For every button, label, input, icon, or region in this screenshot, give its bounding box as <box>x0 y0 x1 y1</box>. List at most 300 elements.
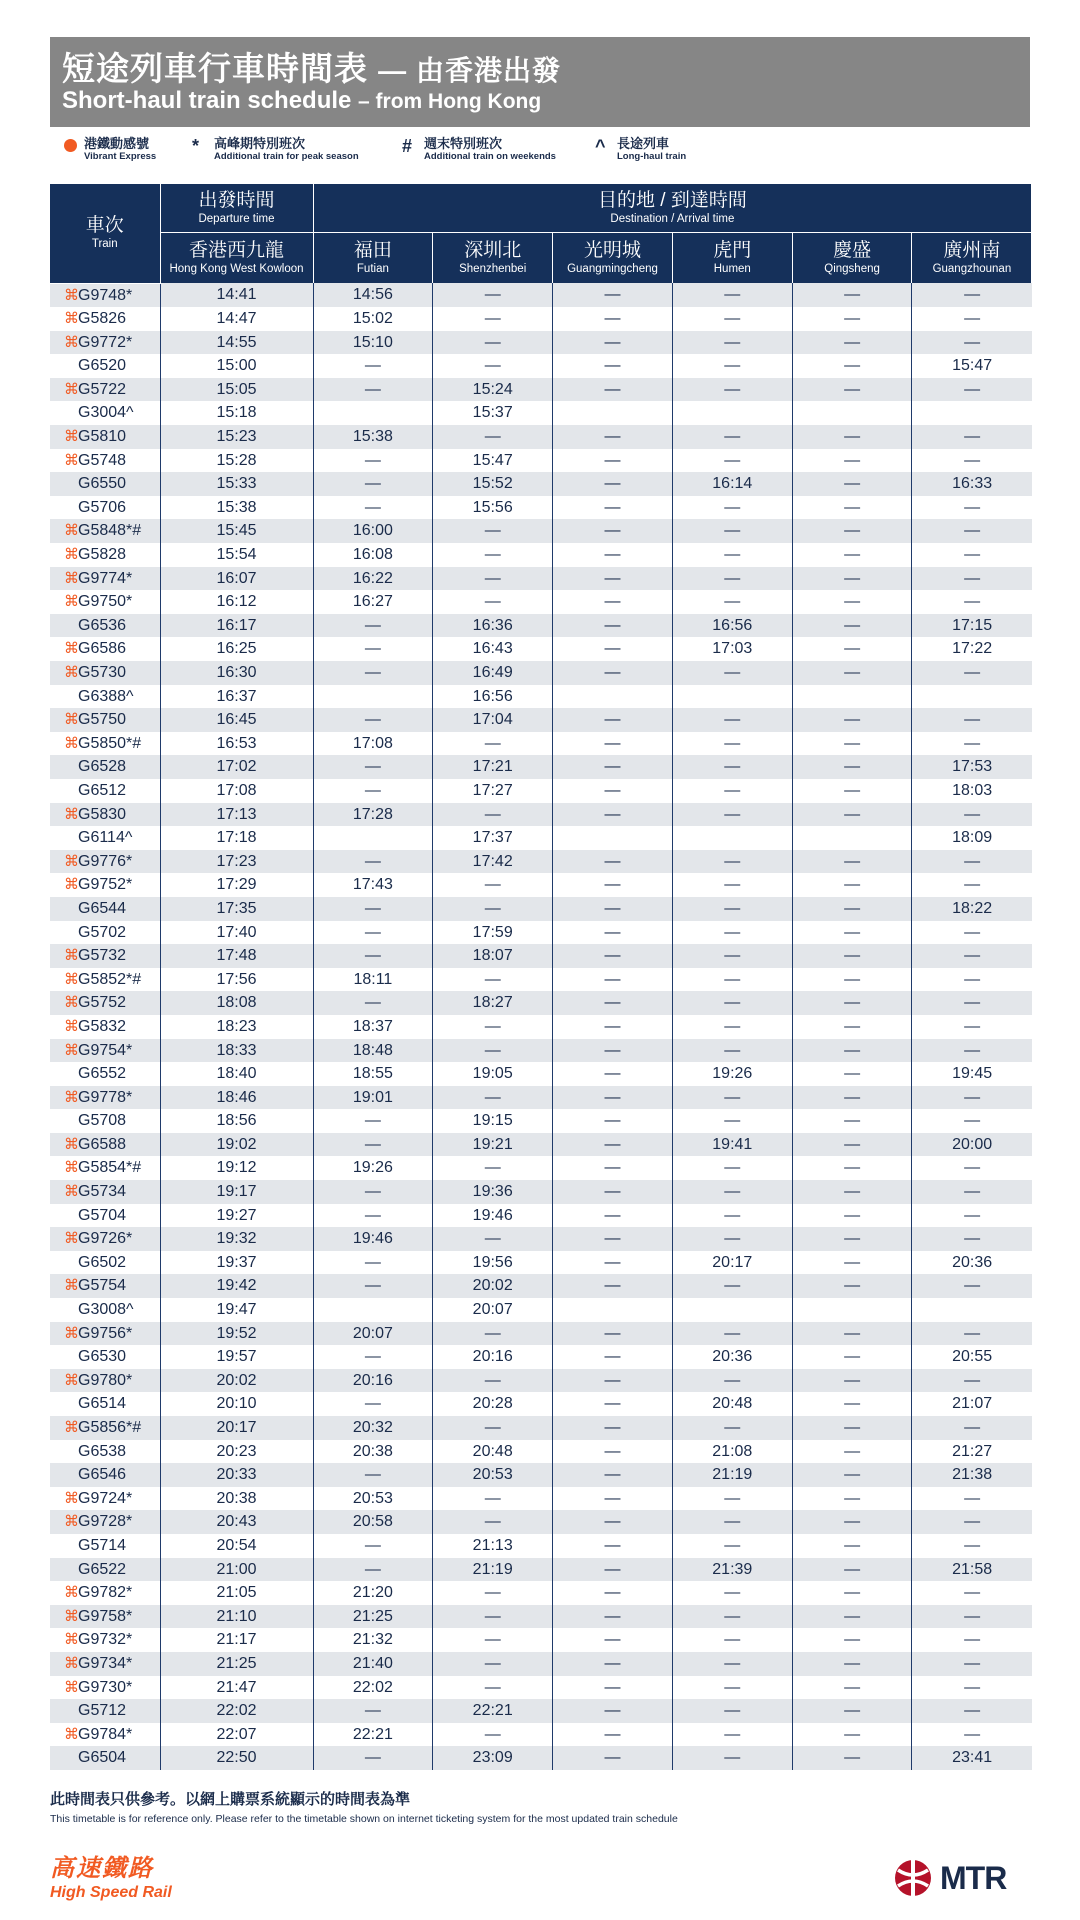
arrival-time-cell: — <box>792 1676 912 1700</box>
arrival-time-cell: — <box>672 1204 792 1228</box>
table-row <box>50 449 1032 473</box>
arrival-time-cell: 21:08 <box>672 1440 792 1464</box>
table-row <box>50 1015 1032 1039</box>
train-number-cell <box>50 1156 160 1180</box>
arrival-time-cell: 19:36 <box>433 1180 553 1204</box>
arrival-time-cell: — <box>553 1156 673 1180</box>
arrival-time-cell: — <box>313 1133 433 1157</box>
table-row <box>50 401 1032 425</box>
arrival-time-cell: — <box>313 496 433 520</box>
train-number-cell <box>50 1392 160 1416</box>
departure-time-cell: 19:17 <box>160 1180 313 1204</box>
departure-time-cell: 15:45 <box>160 519 313 543</box>
train-number: G6546 <box>78 1466 127 1484</box>
arrival-time-cell: — <box>912 1581 1032 1605</box>
arrival-time-cell: — <box>313 354 433 378</box>
arrival-time-cell: — <box>553 944 673 968</box>
departure-time-cell: 16:25 <box>160 637 313 661</box>
table-row <box>50 567 1032 591</box>
hash-icon: # <box>402 136 413 156</box>
train-number: G5856*# <box>78 1419 142 1436</box>
departure-time-cell: 18:23 <box>160 1015 313 1039</box>
table-row <box>50 1487 1032 1511</box>
arrival-time-cell: 20:55 <box>912 1345 1032 1369</box>
train-number: G5702 <box>78 923 127 941</box>
arrival-time-cell: — <box>792 873 912 897</box>
arrival-time-cell: 21:13 <box>433 1534 553 1558</box>
vibrant-express-icon: ⌘ <box>64 876 79 894</box>
arrival-time-cell: — <box>792 897 912 921</box>
departure-time-cell: 21:25 <box>160 1652 313 1676</box>
train-number-cell <box>50 708 160 732</box>
arrival-time-cell: 20:48 <box>433 1440 553 1464</box>
arrival-time-cell: — <box>553 1652 673 1676</box>
departure-time-cell: 17:35 <box>160 897 313 921</box>
arrival-time-cell: — <box>672 1581 792 1605</box>
arrival-time-cell: 16:08 <box>313 543 433 567</box>
vibrant-express-icon: ⌘ <box>64 310 79 328</box>
table-row <box>50 685 1032 709</box>
arrival-time-cell: — <box>433 803 553 827</box>
train-number-cell <box>50 519 160 543</box>
train-number-cell <box>50 921 160 945</box>
arrival-time-cell: — <box>792 732 912 756</box>
table-row <box>50 1227 1032 1251</box>
arrival-time-cell: — <box>672 1416 792 1440</box>
train-number: G5706 <box>78 498 127 516</box>
table-row <box>50 1345 1032 1369</box>
arrival-time-cell: — <box>553 779 673 803</box>
table-row <box>50 1463 1032 1487</box>
arrival-time-cell: — <box>672 779 792 803</box>
vibrant-express-icon: ⌘ <box>64 428 79 446</box>
arrival-time-cell: 22:21 <box>433 1699 553 1723</box>
table-row <box>50 378 1032 402</box>
arrival-time-cell: — <box>912 1322 1032 1346</box>
departure-time-cell: 14:47 <box>160 307 313 331</box>
arrival-time-cell: — <box>672 873 792 897</box>
arrival-time-cell: — <box>792 425 912 449</box>
arrival-time-cell: — <box>553 637 673 661</box>
arrival-time-cell: 20:38 <box>313 1440 433 1464</box>
arrival-time-cell: — <box>553 1227 673 1251</box>
arrival-time-cell: — <box>672 1156 792 1180</box>
train-number: G9752* <box>78 876 133 894</box>
train-number: G5850*# <box>78 734 142 752</box>
arrival-time-cell: — <box>672 1746 792 1770</box>
arrival-time-cell: — <box>792 968 912 992</box>
table-row <box>50 1605 1032 1629</box>
departure-time-cell: 19:12 <box>160 1156 313 1180</box>
table-row <box>50 283 1032 307</box>
table-row <box>50 991 1032 1015</box>
train-number-cell <box>50 331 160 355</box>
arrival-time-cell: 20:53 <box>433 1463 553 1487</box>
arrival-time-cell: — <box>313 921 433 945</box>
arrival-time-cell: — <box>912 449 1032 473</box>
departure-time-cell: 19:27 <box>160 1204 313 1228</box>
arrival-time-cell: 18:09 <box>912 826 1032 850</box>
arrival-time-cell: 16:27 <box>313 590 433 614</box>
arrival-time-cell: 16:43 <box>433 637 553 661</box>
train-number-cell <box>50 307 160 331</box>
train-number: G3004^ <box>78 404 134 422</box>
arrival-time-cell <box>313 1298 433 1322</box>
arrival-time-cell: — <box>553 1510 673 1534</box>
table-row <box>50 1204 1032 1228</box>
table-row <box>50 826 1032 850</box>
train-number-cell <box>50 897 160 921</box>
arrival-time-cell: 20:36 <box>912 1251 1032 1275</box>
arrival-time-cell: — <box>792 449 912 473</box>
arrival-time-cell: 17:43 <box>313 873 433 897</box>
arrival-time-cell: — <box>672 803 792 827</box>
vibrant-express-icon: ⌘ <box>64 1277 79 1295</box>
train-number: G9734* <box>78 1654 133 1672</box>
arrival-time-cell: — <box>433 425 553 449</box>
train-number-cell <box>50 661 160 685</box>
departure-time-cell: 18:08 <box>160 991 313 1015</box>
arrival-time-cell: — <box>912 1628 1032 1652</box>
arrival-time-cell: — <box>553 1746 673 1770</box>
arrival-time-cell: — <box>672 708 792 732</box>
arrival-time-cell: — <box>672 1723 792 1747</box>
arrival-time-cell: — <box>792 1180 912 1204</box>
train-number: G9772* <box>78 333 133 351</box>
arrival-time-cell: — <box>912 1699 1032 1723</box>
departure-time-cell: 18:40 <box>160 1062 313 1086</box>
arrival-time-cell: — <box>792 331 912 355</box>
arrival-time-cell: 17:37 <box>433 826 553 850</box>
arrival-time-cell: 17:28 <box>313 803 433 827</box>
arrival-time-cell: — <box>912 732 1032 756</box>
train-number: G9730* <box>78 1678 133 1696</box>
train-number-cell <box>50 968 160 992</box>
arrival-time-cell: — <box>553 897 673 921</box>
arrival-time-cell: — <box>792 1204 912 1228</box>
vibrant-express-icon: ⌘ <box>64 970 79 988</box>
train-number-cell <box>50 1062 160 1086</box>
train-number: G5826 <box>78 310 127 328</box>
arrival-time-cell: 18:22 <box>912 897 1032 921</box>
arrival-time-cell: — <box>553 1062 673 1086</box>
table-row <box>50 803 1032 827</box>
arrival-time-cell <box>792 1298 912 1322</box>
departure-time-cell: 20:02 <box>160 1369 313 1393</box>
arrival-time-cell: — <box>672 921 792 945</box>
departure-time-cell: 16:07 <box>160 567 313 591</box>
train-number-cell <box>50 1298 160 1322</box>
vibrant-express-icon: ⌘ <box>64 994 79 1012</box>
departure-time-cell: 18:46 <box>160 1086 313 1110</box>
arrival-time-cell: 20:53 <box>313 1487 433 1511</box>
train-number-cell <box>50 1039 160 1063</box>
arrival-time-cell: — <box>672 449 792 473</box>
table-row <box>50 1109 1032 1133</box>
arrival-time-cell: — <box>313 991 433 1015</box>
arrival-time-cell: — <box>553 331 673 355</box>
train-number-cell <box>50 1581 160 1605</box>
train-number-cell <box>50 1628 160 1652</box>
arrival-time-cell: — <box>313 1392 433 1416</box>
arrival-time-cell: — <box>792 614 912 638</box>
arrival-time-cell: — <box>792 590 912 614</box>
arrival-time-cell: 17:03 <box>672 637 792 661</box>
arrival-time-cell: — <box>792 944 912 968</box>
train-number-cell <box>50 283 160 307</box>
arrival-time-cell: 17:21 <box>433 755 553 779</box>
arrival-time-cell: 17:53 <box>912 755 1032 779</box>
train-number-cell <box>50 1652 160 1676</box>
table-row <box>50 1699 1032 1723</box>
arrival-time-cell: — <box>672 1180 792 1204</box>
arrival-time-cell: — <box>313 897 433 921</box>
arrival-time-cell: — <box>553 1440 673 1464</box>
legend: 港鐵動感號 Vibrant Express * 高峰期特別班次 Additional train for peak season # 週末特別班次 Additional train on weekends ^ 長途列車 Long-haul train <box>62 133 1022 169</box>
arrival-time-cell: 21:27 <box>912 1440 1032 1464</box>
train-number-cell <box>50 873 160 897</box>
arrival-time-cell: 20:02 <box>433 1274 553 1298</box>
arrival-time-cell: — <box>672 567 792 591</box>
arrival-time-cell: — <box>553 921 673 945</box>
arrival-time-cell: — <box>792 1558 912 1582</box>
train-number: G5748 <box>78 451 127 469</box>
table-row <box>50 1039 1032 1063</box>
arrival-time-cell: — <box>553 661 673 685</box>
table-row <box>50 331 1032 355</box>
train-number: G9750* <box>78 593 133 611</box>
arrival-time-cell: 16:56 <box>672 614 792 638</box>
table-row <box>50 873 1032 897</box>
arrival-time-cell: — <box>313 1180 433 1204</box>
arrival-time-cell: — <box>672 661 792 685</box>
train-number-cell <box>50 425 160 449</box>
arrival-time-cell: — <box>672 425 792 449</box>
arrival-time-cell: — <box>672 897 792 921</box>
arrival-time-cell: 18:37 <box>313 1015 433 1039</box>
arrival-time-cell: — <box>912 1487 1032 1511</box>
arrival-time-cell: 19:45 <box>912 1062 1032 1086</box>
arrival-time-cell: — <box>553 1558 673 1582</box>
train-number: G9782* <box>78 1584 133 1602</box>
arrival-time-cell: — <box>912 944 1032 968</box>
arrival-time-cell: — <box>792 755 912 779</box>
arrival-time-cell: — <box>912 1109 1032 1133</box>
vibrant-express-icon: ⌘ <box>64 947 79 965</box>
schedule-table <box>50 184 1032 1770</box>
departure-time-cell: 18:56 <box>160 1109 313 1133</box>
arrival-time-cell: — <box>912 661 1032 685</box>
train-number-cell <box>50 543 160 567</box>
arrival-time-cell: — <box>912 850 1032 874</box>
arrival-time-cell: — <box>553 1133 673 1157</box>
train-number-cell <box>50 1227 160 1251</box>
arrival-time-cell: — <box>553 1416 673 1440</box>
arrival-time-cell: — <box>433 1227 553 1251</box>
train-number-cell <box>50 1746 160 1770</box>
table-row <box>50 590 1032 614</box>
arrival-time-cell: — <box>792 779 912 803</box>
train-number: G6536 <box>78 616 127 634</box>
arrival-time-cell: — <box>672 1015 792 1039</box>
train-number: G9756* <box>78 1324 133 1342</box>
train-number-cell <box>50 1723 160 1747</box>
departure-time-cell: 15:54 <box>160 543 313 567</box>
train-number-cell <box>50 991 160 1015</box>
arrival-time-cell: 15:10 <box>313 331 433 355</box>
arrival-time-cell: — <box>433 1676 553 1700</box>
train-number: G5730 <box>78 664 127 681</box>
train-number: G5750 <box>78 711 127 729</box>
arrival-time-cell: — <box>912 567 1032 591</box>
vibrant-express-icon: ⌘ <box>64 1725 79 1743</box>
arrival-time-cell: — <box>433 1723 553 1747</box>
arrival-time-cell: 17:08 <box>313 732 433 756</box>
arrival-time-cell: 16:00 <box>313 519 433 543</box>
departure-time-cell: 15:05 <box>160 378 313 402</box>
arrival-time-cell: — <box>792 708 912 732</box>
vibrant-express-icon: ⌘ <box>64 546 79 564</box>
disclaimer-english: This timetable is for reference only. Please refer to the timetable shown on internet ticketing system for the most updated train schedule <box>50 1813 678 1825</box>
arrival-time-cell: — <box>433 283 553 307</box>
train-number: G5828 <box>78 546 127 564</box>
train-number: G9784* <box>78 1725 133 1743</box>
arrival-time-cell: — <box>553 1581 673 1605</box>
arrival-time-cell: 19:26 <box>313 1156 433 1180</box>
arrival-time-cell: — <box>672 1676 792 1700</box>
arrival-time-cell: — <box>912 543 1032 567</box>
arrival-time-cell: — <box>433 968 553 992</box>
arrival-time-cell: — <box>792 850 912 874</box>
arrival-time-cell: — <box>313 779 433 803</box>
departure-time-cell: 14:41 <box>160 283 313 307</box>
arrival-time-cell: — <box>433 590 553 614</box>
departure-time-cell: 19:37 <box>160 1251 313 1275</box>
vibrant-express-icon: ⌘ <box>64 1324 79 1342</box>
arrival-time-cell <box>672 401 792 425</box>
arrival-time-cell: — <box>912 590 1032 614</box>
train-number-cell <box>50 944 160 968</box>
arrival-time-cell: 23:09 <box>433 1746 553 1770</box>
departure-time-cell: 19:47 <box>160 1298 313 1322</box>
arrival-time-cell: — <box>553 1251 673 1275</box>
train-number: G3008^ <box>78 1301 134 1319</box>
vibrant-express-icon: ⌘ <box>64 1017 79 1035</box>
high-speed-rail-logo: 高速鐵路 High Speed Rail <box>50 1855 172 1901</box>
arrival-time-cell: — <box>553 614 673 638</box>
table-row <box>50 1746 1032 1770</box>
origin-station-header: 香港西九龍 Hong Kong West Kowloon <box>160 233 313 284</box>
arrival-time-cell: 16:22 <box>313 567 433 591</box>
arrival-time-cell: — <box>553 850 673 874</box>
arrival-time-cell: 21:20 <box>313 1581 433 1605</box>
vibrant-express-icon: ⌘ <box>64 1607 79 1625</box>
departure-time-cell: 20:43 <box>160 1510 313 1534</box>
arrival-time-cell: — <box>313 1699 433 1723</box>
train-number-cell <box>50 755 160 779</box>
departure-time-cell: 21:05 <box>160 1581 313 1605</box>
train-number-cell <box>50 1204 160 1228</box>
arrival-time-cell: 20:58 <box>313 1510 433 1534</box>
arrival-time-cell: 21:07 <box>912 1392 1032 1416</box>
arrival-time-cell: — <box>313 1274 433 1298</box>
train-number: G5810 <box>78 428 127 446</box>
arrival-time-cell: — <box>792 1133 912 1157</box>
arrival-time-cell: — <box>672 331 792 355</box>
arrival-time-cell: — <box>672 1039 792 1063</box>
arrival-time-cell: 20:36 <box>672 1345 792 1369</box>
train-number: G9726* <box>78 1230 133 1248</box>
arrival-time-cell: — <box>313 637 433 661</box>
arrival-time-cell: — <box>433 1039 553 1063</box>
arrival-time-cell: — <box>553 449 673 473</box>
arrival-time-cell: — <box>792 1392 912 1416</box>
train-number-cell <box>50 496 160 520</box>
mtr-logo: MTR <box>892 1858 1032 1898</box>
arrival-time-cell: — <box>792 472 912 496</box>
table-row <box>50 1676 1032 1700</box>
arrival-time-cell: 18:48 <box>313 1039 433 1063</box>
arrival-time-cell: — <box>553 1204 673 1228</box>
vibrant-express-icon: ⌘ <box>64 1183 79 1201</box>
arrival-time-cell: 21:38 <box>912 1463 1032 1487</box>
arrival-time-cell: 18:03 <box>912 779 1032 803</box>
train-number: G5734 <box>78 1183 127 1201</box>
arrival-time-cell: — <box>792 1581 912 1605</box>
arrival-time-cell: 21:25 <box>313 1605 433 1629</box>
arrival-time-cell: — <box>433 732 553 756</box>
table-row <box>50 850 1032 874</box>
arrival-time-cell: — <box>553 1534 673 1558</box>
arrival-time-cell: — <box>672 850 792 874</box>
table-row <box>50 519 1032 543</box>
train-number: G9754* <box>78 1041 133 1059</box>
arrival-time-cell <box>912 1298 1032 1322</box>
train-number-cell <box>50 1086 160 1110</box>
arrival-time-cell: — <box>792 283 912 307</box>
arrival-time-cell: — <box>313 1463 433 1487</box>
arrival-time-cell: — <box>912 1676 1032 1700</box>
arrival-time-cell: 14:56 <box>313 283 433 307</box>
departure-time-cell: 19:42 <box>160 1274 313 1298</box>
train-number-cell <box>50 614 160 638</box>
train-number: G6552 <box>78 1065 127 1083</box>
arrival-time-cell: — <box>553 307 673 331</box>
arrival-time-cell: — <box>792 354 912 378</box>
arrival-time-cell: — <box>912 803 1032 827</box>
arrival-time-cell: — <box>792 1039 912 1063</box>
station-header-shenzhenbei: 深圳北 Shenzhenbei <box>433 233 553 284</box>
arrival-time-cell <box>553 1298 673 1322</box>
table-row <box>50 1180 1032 1204</box>
departure-time-cell: 19:02 <box>160 1133 313 1157</box>
train-number-cell <box>50 1180 160 1204</box>
arrival-time-cell: 21:58 <box>912 1558 1032 1582</box>
arrival-time-cell: — <box>792 1746 912 1770</box>
train-number: G6528 <box>78 758 127 776</box>
arrival-time-cell: — <box>672 1534 792 1558</box>
arrival-time-cell: — <box>672 307 792 331</box>
arrival-time-cell: — <box>792 1605 912 1629</box>
arrival-time-cell: — <box>433 1416 553 1440</box>
table-row <box>50 921 1032 945</box>
arrival-time-cell: — <box>912 1534 1032 1558</box>
train-number: G6530 <box>78 1348 127 1366</box>
title-chinese: 短途列車行車時間表 — 由香港出發 <box>62 50 561 87</box>
train-number-cell <box>50 1251 160 1275</box>
arrival-time-cell: 19:05 <box>433 1062 553 1086</box>
arrival-time-cell: — <box>433 307 553 331</box>
